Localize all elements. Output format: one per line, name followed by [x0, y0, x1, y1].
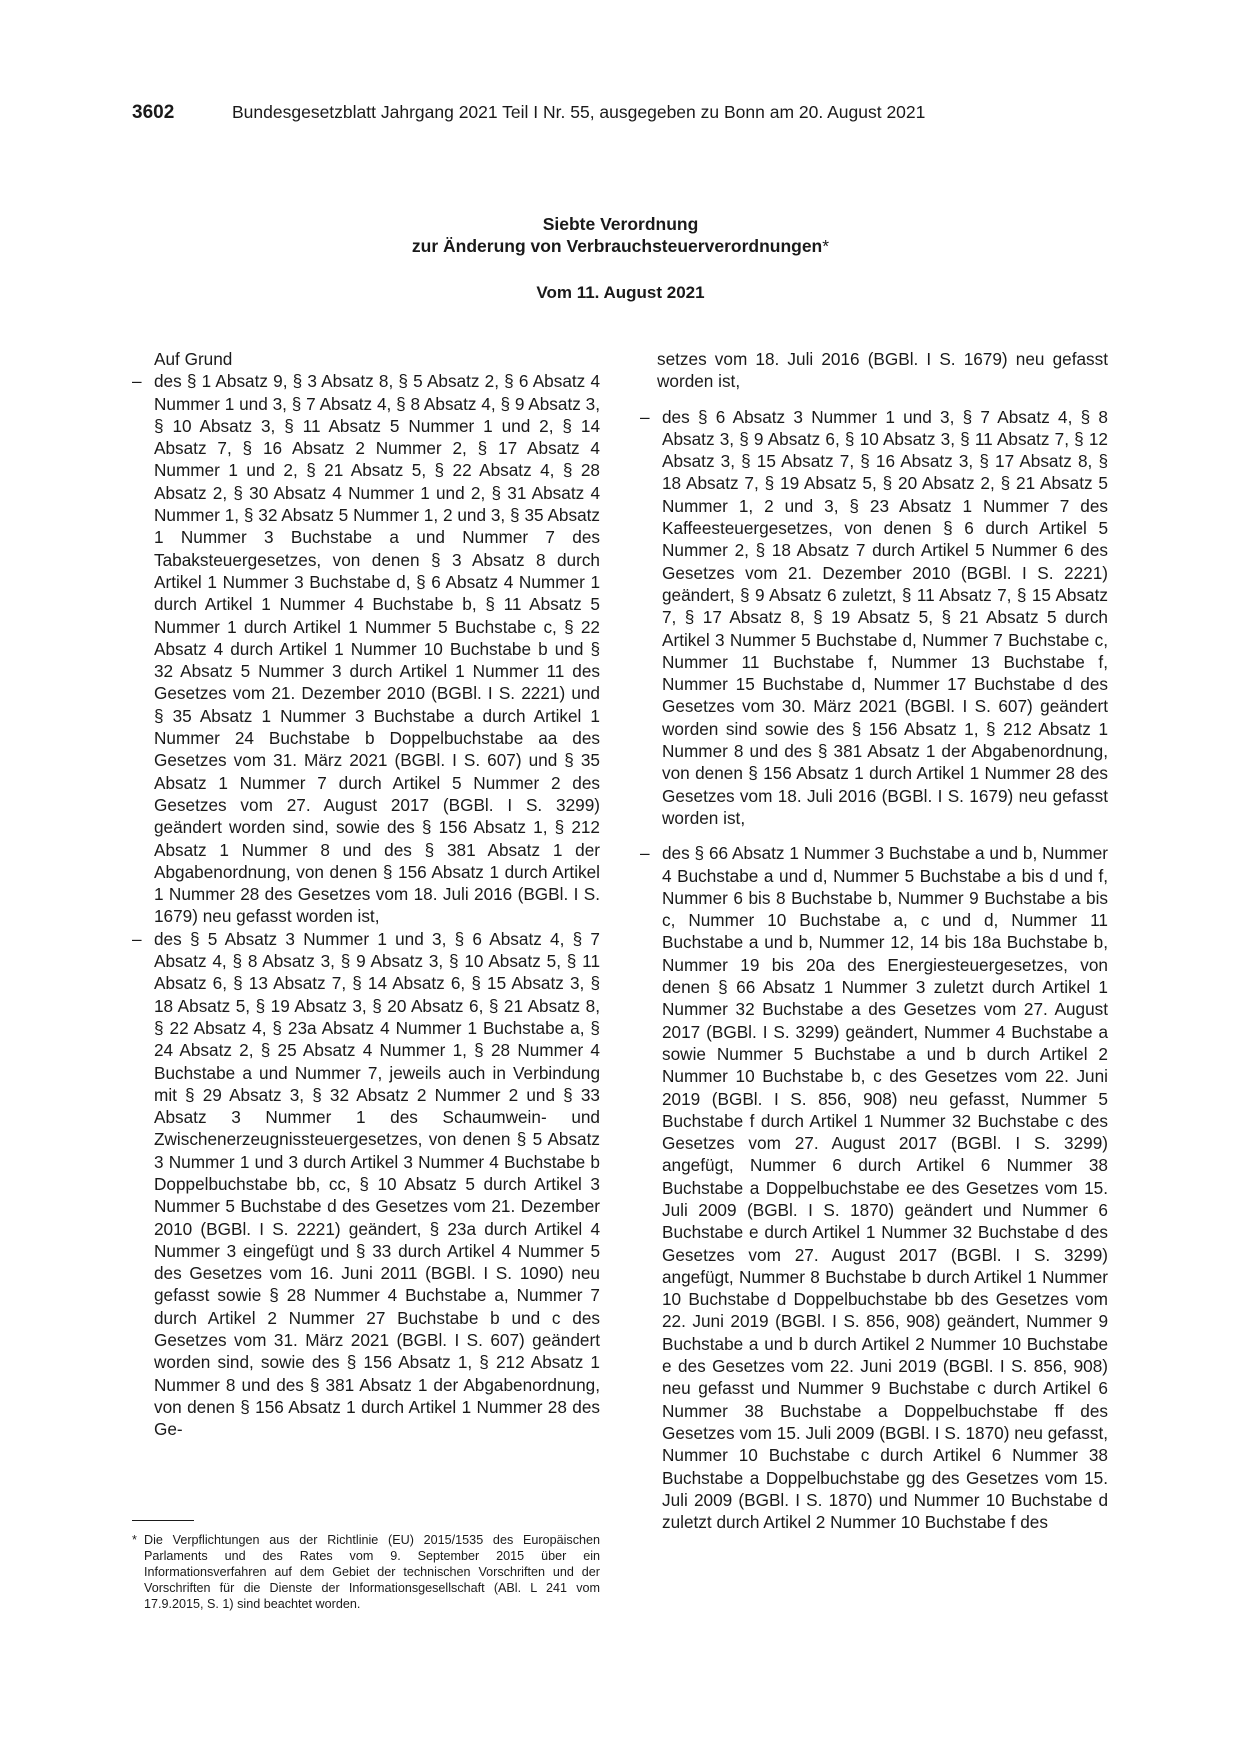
list-dash: –: [132, 928, 142, 949]
list-dash: –: [132, 371, 142, 392]
title-line-1: Siebte Verordnung: [542, 214, 699, 234]
page-header: [132, 100, 1112, 125]
list-item-text: des § 1 Absatz 9, § 3 Absatz 8, § 5 Absatz 2, § 6 Absatz 4 Nummer 1 und 3, § 7 Absatz 4, § 8 Absatz 4, § 9 Absatz 3, § 10 Absatz 3, § 11 Absatz 5 Nummer 1 und 2, § 14 Absatz 7, § 16 Absatz 2 Nummer 2, § 17 Absatz 4 Nummer 1 und 2, § 21 Absatz 5, § 22 Absatz 4, § 28 Absatz 2, § 30 Absatz 4 Nummer 1 und 2, § 31 Absatz 4 Nummer 1, § 32 Absatz 5 Nummer 1, 2 und 3, § 35 Absatz 1 Nummer 3 Buchstabe a und Nummer 7 des Tabaksteuergesetzes, von denen § 3 Absatz 8 durch Artikel 1 Nummer 3 Buchstabe d, § 6 Absatz 4 Nummer 1 durch Artikel 1 Nummer 4 Buchstabe b, § 11 Absatz 5 Nummer 1 durch Artikel 1 Nummer 5 Buchstabe c, § 22 Absatz 4 durch Artikel 1 Nummer 10 Buchstabe b und § 32 Absatz 5 Nummer 3 durch Artikel 1 Nummer 11 des Gesetzes vom 21. Dezember 2010 (BGBl. I S. 2221) und § 35 Absatz 1 Nummer 3 Buchstabe a durch Artikel 1 Nummer 24 Buchstabe b Doppelbuchstabe aa des Gesetzes vom 31. März 2021 (BGBl. I S. 607) und § 35 Absatz 1 Nummer 7 durch Artikel 5 Nummer 2 des Gesetzes vom 27. August 2017 (BGBl. I S. 3299) geändert worden sind, sowie des § 156 Absatz 1, § 212 Absatz 1 Nummer 8 und des § 381 Absatz 1 der Abgabenordnung, von denen § 156 Absatz 1 durch Artikel 1 Nummer 28 des Gesetzes vom 18. Juli 2016 (BGBl. I S. 1679) neu gefasst worden ist,: [154, 371, 600, 927]
footnote: [132, 1532, 600, 1612]
masthead: Bundesgesetzblatt Jahrgang 2021 Teil I Nr. 55, ausgegeben zu Bonn am 20. August 2021: [232, 102, 926, 122]
page-number: 3602: [132, 102, 175, 123]
intro-text: Auf Grund: [154, 349, 233, 369]
right-column: [640, 348, 1108, 1533]
list-item: [640, 406, 1108, 830]
continuation-text: setzes vom 18. Juli 2016 (BGBl. I S. 1679) neu gefasst worden ist,: [657, 349, 1108, 392]
left-column: [132, 348, 600, 1441]
list-dash: –: [640, 406, 650, 427]
list-item-text: des § 5 Absatz 3 Nummer 1 und 3, § 6 Absatz 4, § 7 Absatz 4, § 8 Absatz 3, § 9 Absatz 3, § 10 Absatz 5, § 11 Absatz 6, § 13 Absatz 7, § 14 Absatz 6, § 15 Absatz 3, § 18 Absatz 5, § 19 Absatz 3, § 20 Absatz 6, § 21 Absatz 8, § 22 Absatz 4, § 23a Absatz 4 Nummer 1 Buchstabe a, § 24 Absatz 2, § 25 Absatz 4 Nummer 1, § 28 Nummer 4 Buchstabe a und Nummer 7, jeweils auch in Verbindung mit § 29 Absatz 3, § 32 Absatz 2 Nummer 2 und § 33 Absatz 3 Nummer 1 des Schaumwein- und Zwischenerzeugnissteuergesetzes, von denen § 5 Absatz 3 Nummer 1 und 3 durch Artikel 3 Nummer 4 Buchstabe b Doppelbuchstabe bb, cc, § 10 Absatz 5 durch Artikel 3 Nummer 5 Buchstabe d des Gesetzes vom 21. Dezember 2010 (BGBl. I S. 2221) geändert, § 23a durch Artikel 4 Nummer 3 eingefügt und § 33 durch Artikel 4 Nummer 5 des Gesetzes vom 16. Juni 2011 (BGBl. I S. 1090) neu gefasst sowie § 28 Nummer 4 Buchstabe a, Nummer 7 durch Artikel 2 Nummer 27 Buchstabe b und c des Gesetzes vom 31. März 2021 (BGBl. I S. 607) geändert worden sind, sowie des § 156 Absatz 1, § 212 Absatz 1 Nummer 8 und des § 381 Absatz 1 der Abgabenordnung, von denen § 156 Absatz 1 durch Artikel 1 Nummer 28 des Ge-: [154, 928, 600, 1440]
list-item: [132, 928, 600, 1441]
list-item: [640, 842, 1108, 1533]
footnote-marker: *: [132, 1533, 137, 1547]
document-title: [0, 213, 1241, 257]
title-footnote-marker: *: [822, 236, 830, 256]
document-date: Vom 11. August 2021: [536, 283, 705, 302]
list-item: [132, 370, 600, 927]
list-dash: –: [640, 843, 650, 864]
footnote-divider: [132, 1520, 194, 1521]
title-line-2-text: zur Änderung von Verbrauchsteuerverordnungen: [411, 236, 823, 256]
list-item-text: des § 66 Absatz 1 Nummer 3 Buchstabe a und b, Nummer 4 Buchstabe a und d, Nummer 5 Buchstabe a bis d und f, Nummer 6 bis 8 Buchstabe b, Nummer 9 Buchstabe a bis c, Nummer 10 Buchstabe a, c und d, Nummer 11 Buchstabe a und b, Nummer 12, 14 bis 18a Buchstabe b, Nummer 19 bis 20a des Energiesteuergesetzes, von denen § 66 Absatz 1 Nummer 3 zuletzt durch Artikel 1 Nummer 32 Buchstabe a des Gesetzes vom 27. August 2017 (BGBl. I S. 3299) geändert, Nummer 4 Buchstabe a sowie Nummer 5 Buchstabe a und b durch Artikel 2 Nummer 10 Buchstabe b, c des Gesetzes vom 22. Juni 2019 (BGBl. I S. 856, 908) neu gefasst, Nummer 5 Buchstabe f durch Artikel 1 Nummer 32 Buchstabe c des Gesetzes vom 27. August 2017 (BGBl. I S. 3299) angefügt, Nummer 6 durch Artikel 6 Nummer 38 Buchstabe a Doppelbuchstabe ee des Gesetzes vom 15. Juli 2009 (BGBl. I S. 1870) geändert und Nummer 6 Buchstabe e durch Artikel 1 Nummer 32 Buchstabe d des Gesetzes vom 27. August 2017 (BGBl. I S. 3299) angefügt, Nummer 8 Buchstabe b durch Artikel 1 Nummer 10 Buchstabe d Doppelbuchstabe bb des Gesetzes vom 22. Juni 2019 (BGBl. I S. 856, 908) geändert, Nummer 9 Buchstabe a und b durch Artikel 2 Nummer 10 Buchstabe e des Gesetzes vom 22. Juni 2019 (BGBl. I S. 856, 908) neu gefasst und Nummer 9 Buchstabe c durch Artikel 6 Nummer 38 Buchstabe a Doppelbuchstabe ff des Gesetzes vom 15. Juli 2009 (BGBl. I S. 1870) neu gefasst, Nummer 10 Buchstabe c durch Artikel 6 Nummer 38 Buchstabe a Doppelbuchstabe gg des Gesetzes vom 15. Juli 2009 (BGBl. I S. 1870) und Nummer 10 Buchstabe d zuletzt durch Artikel 2 Nummer 10 Buchstabe f des: [662, 843, 1108, 1533]
list-item-text: des § 6 Absatz 3 Nummer 1 und 3, § 7 Absatz 4, § 8 Absatz 3, § 9 Absatz 6, § 10 Absatz 3, § 11 Absatz 7, § 12 Absatz 3, § 15 Absatz 7, § 16 Absatz 3, § 17 Absatz 8, § 18 Absatz 7, § 19 Absatz 5, § 20 Absatz 2, § 21 Absatz 5 Nummer 1, 2 und 3, § 23 Absatz 1 Nummer 7 des Kaffeesteuergesetzes, von denen § 6 durch Artikel 5 Nummer 2, § 18 Absatz 7 durch Artikel 5 Nummer 6 des Gesetzes vom 21. Dezember 2010 (BGBl. I S. 2221) geändert, § 9 Absatz 6 zuletzt, § 11 Absatz 7, § 15 Absatz 7, § 17 Absatz 8, § 19 Absatz 5, § 21 Absatz 5 durch Artikel 3 Nummer 5 Buchstabe d, Nummer 7 Buchstabe c, Nummer 11 Buchstabe f, Nummer 13 Buchstabe f, Nummer 15 Buchstabe d, Nummer 17 Buchstabe d des Gesetzes vom 30. März 2021 (BGBl. I S. 607) geändert worden sind sowie des § 156 Absatz 1, § 212 Absatz 1 Nummer 8 und des § 381 Absatz 1 der Abgabenordnung, von denen § 156 Absatz 1 durch Artikel 1 Nummer 28 des Gesetzes vom 18. Juli 2016 (BGBl. I S. 1679) neu gefasst worden ist,: [662, 406, 1108, 828]
title-line-2: [0, 235, 1241, 257]
footnote-text: Die Verpflichtungen aus der Richtlinie (EU) 2015/1535 des Europäischen Parlaments und des Rates vom 9. September 2015 über ein Informationsverfahren auf dem Gebiet der technischen Vorschriften und der Vorschriften für die Dienste der Informationsgesellschaft (ABl. L 241 vom 17.9.2015, S. 1) sind beachtet worden.: [144, 1533, 600, 1611]
